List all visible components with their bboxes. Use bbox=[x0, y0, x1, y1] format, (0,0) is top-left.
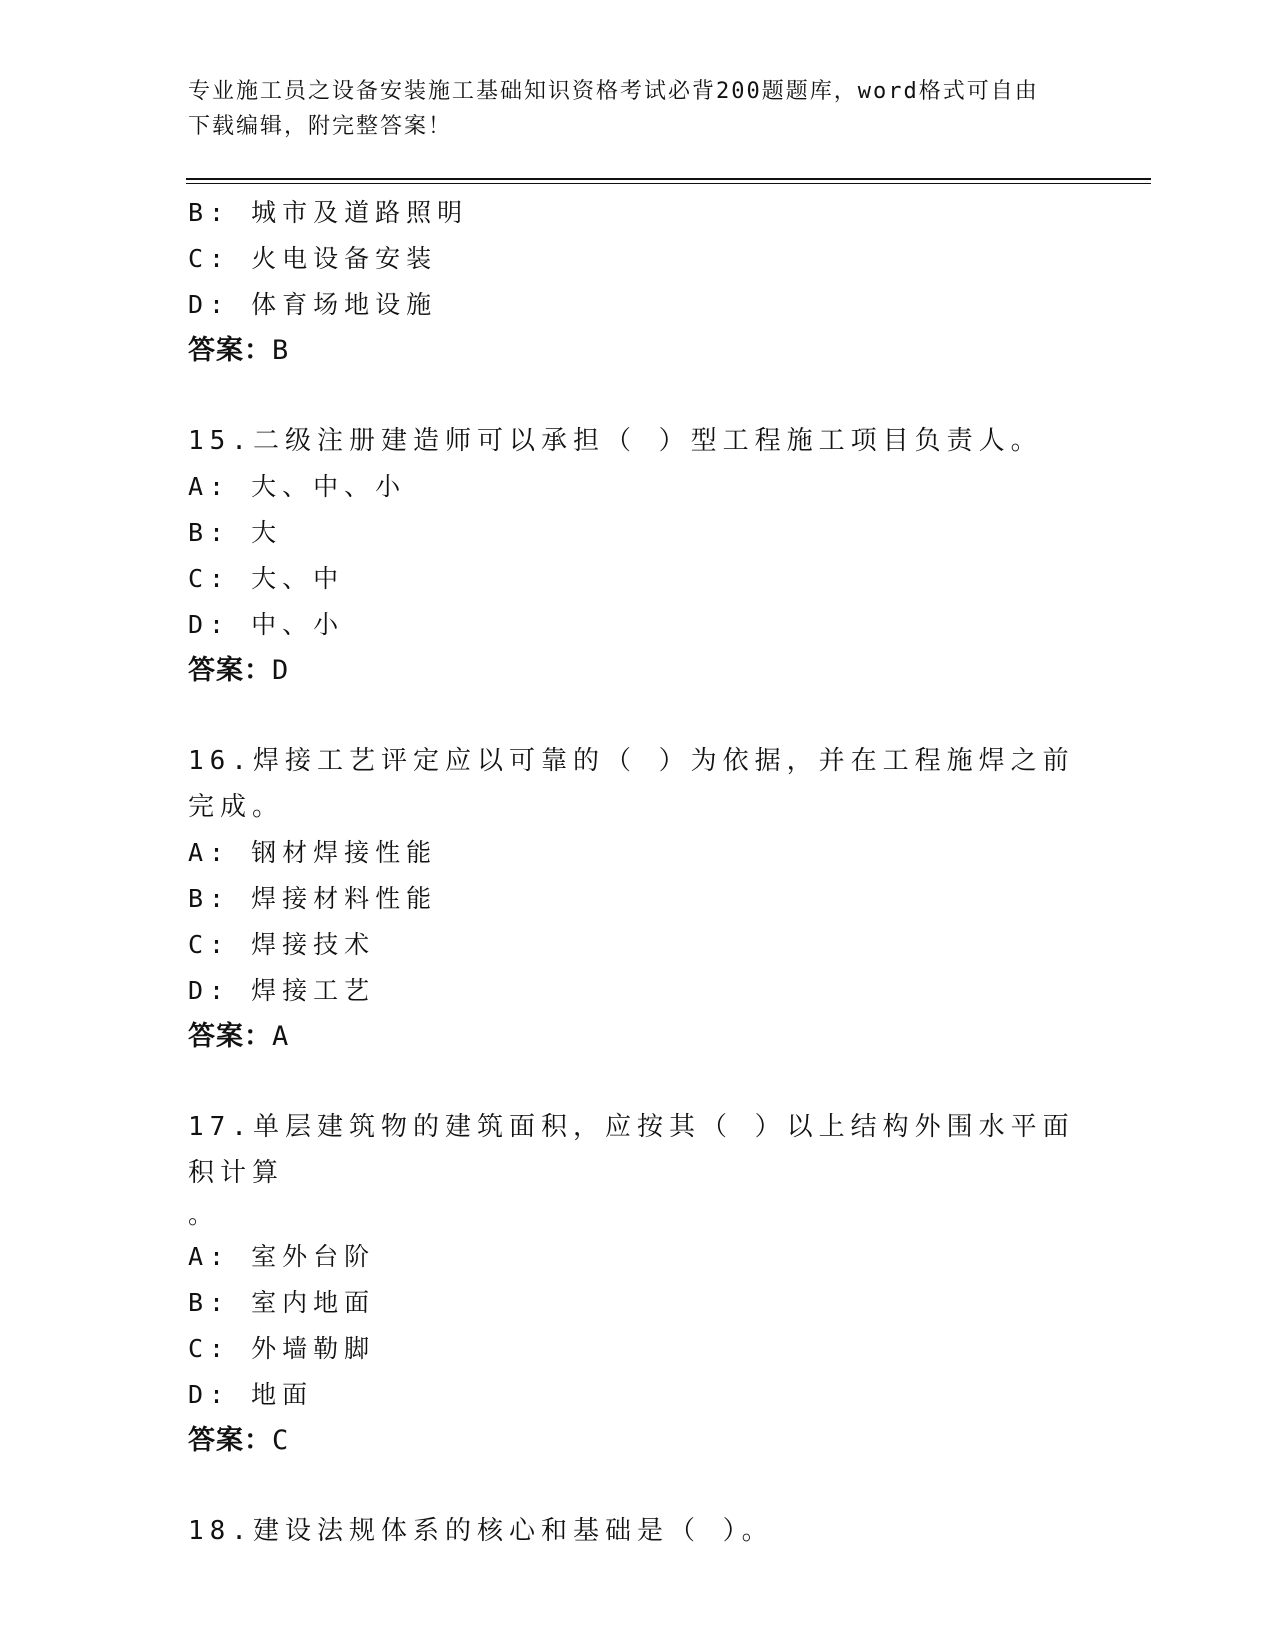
option-a: A: 钢材焊接性能 bbox=[188, 838, 438, 867]
question-text: 15.二级注册建造师可以承担（ ）型工程施工项目负责人。 bbox=[188, 426, 1043, 456]
answer-value: C bbox=[272, 1425, 290, 1456]
question-text: 16.焊接工艺评定应以可靠的（ ）为依据，并在工程施焊之前完成。 bbox=[188, 746, 1075, 822]
answer-value: B bbox=[272, 335, 290, 366]
option-a: A: 室外台阶 bbox=[188, 1242, 376, 1271]
document-header bbox=[188, 74, 1068, 144]
header-line-2: 下载编辑，附完整答案！ bbox=[188, 114, 453, 139]
question-17 bbox=[188, 1104, 1088, 1464]
answer-value: D bbox=[272, 655, 290, 686]
answer-line bbox=[188, 1014, 1088, 1060]
question-list bbox=[188, 190, 1088, 1554]
answer-value: A bbox=[272, 1021, 290, 1052]
answer-label: 答案： bbox=[188, 1425, 272, 1456]
header-rule-thin bbox=[186, 183, 1151, 184]
option-c: C: 焊接技术 bbox=[188, 930, 376, 959]
question-15 bbox=[188, 418, 1088, 694]
answer-label: 答案： bbox=[188, 655, 272, 686]
answer-label: 答案： bbox=[188, 335, 272, 366]
option-c: C: 火电设备安装 bbox=[188, 244, 438, 273]
option-b: B: 大 bbox=[188, 518, 283, 547]
question-text: 17.单层建筑物的建筑面积，应按其（ ）以上结构外围水平面积计算 bbox=[188, 1112, 1075, 1188]
answer-label: 答案： bbox=[188, 1021, 272, 1052]
option-d: D: 地面 bbox=[188, 1380, 314, 1409]
question-text: 18.建设法规体系的核心和基础是（ ）。 bbox=[188, 1516, 774, 1546]
option-c: C: 大、中 bbox=[188, 564, 345, 593]
option-b: B: 城市及道路照明 bbox=[188, 198, 469, 227]
option-c: C: 外墙勒脚 bbox=[188, 1334, 376, 1363]
answer-line bbox=[188, 328, 1088, 374]
option-d: D: 焊接工艺 bbox=[188, 976, 376, 1005]
option-b: B: 焊接材料性能 bbox=[188, 884, 438, 913]
option-b: B: 室内地面 bbox=[188, 1288, 376, 1317]
question-text-tail: 。 bbox=[188, 1200, 220, 1229]
header-line-1: 专业施工员之设备安装施工基础知识资格考试必背200题题库，word格式可自由 bbox=[188, 79, 1039, 104]
header-rule-thick bbox=[186, 178, 1151, 180]
question-14-continued bbox=[188, 190, 1088, 374]
option-d: D: 体育场地设施 bbox=[188, 290, 438, 319]
question-18 bbox=[188, 1508, 1088, 1554]
option-d: D: 中、小 bbox=[188, 610, 345, 639]
answer-line bbox=[188, 1418, 1088, 1464]
option-a: A: 大、中、小 bbox=[188, 472, 407, 501]
question-16 bbox=[188, 738, 1088, 1060]
answer-line bbox=[188, 648, 1088, 694]
